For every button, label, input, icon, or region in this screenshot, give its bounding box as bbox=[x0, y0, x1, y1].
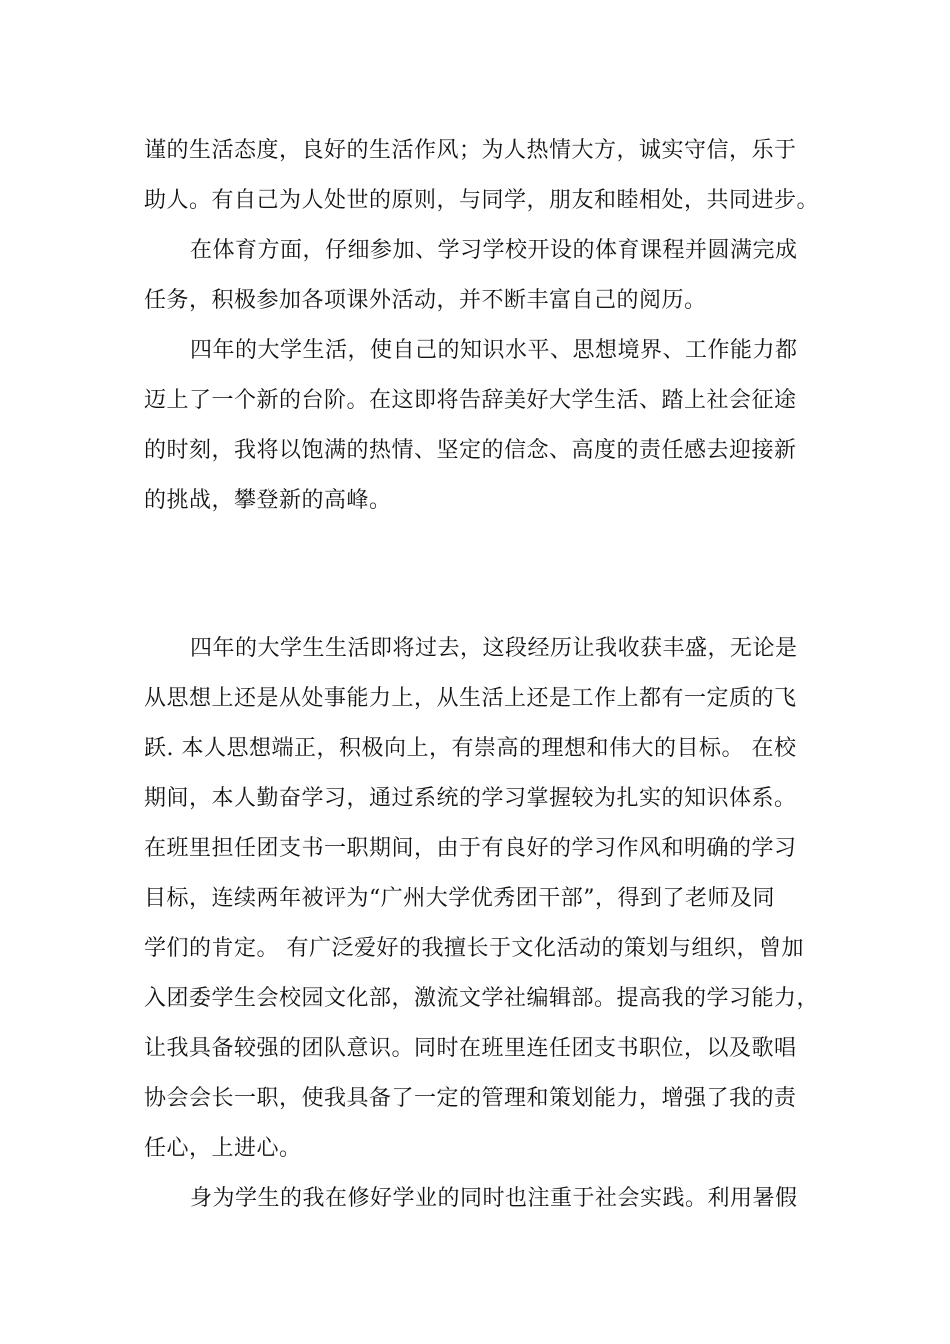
text-line: 任务，积极参加各项课外活动，并不断丰富自己的阅历。 bbox=[144, 288, 707, 313]
text-line: 的挑战，攀登新的高峰。 bbox=[144, 488, 392, 513]
text-line: 期间，本人勤奋学习，通过系统的学习掌握较为扎实的知识体系。 bbox=[144, 786, 797, 811]
text-line: 入团委学生会校园文化部，激流文学社编辑部。提高我的学习能力， bbox=[144, 986, 820, 1011]
text-line: 的时刻，我将以饱满的热情、坚定的信念、高度的责任感去迎接新 bbox=[144, 438, 797, 463]
text-line: 谨的生活态度，良好的生活作风；为人热情大方，诚实守信，乐于 bbox=[144, 138, 797, 163]
text-line: 在班里担任团支书一职期间，由于有良好的学习作风和明确的学习 bbox=[144, 836, 797, 861]
paragraph-start-line: 在体育方面，仔细参加、学习学校开设的体育课程并圆满完成 bbox=[190, 238, 798, 263]
paragraph-start-line: 四年的大学生生活即将过去，这段经历让我收获丰盛，无论是 bbox=[190, 636, 798, 661]
text-line: 目标，连续两年被评为“广州大学优秀团干部”，得到了老师及同 bbox=[144, 886, 775, 911]
text-line: 任心，上进心。 bbox=[144, 1136, 302, 1161]
text-line: 跃. 本人思想端正，积极向上，有崇高的理想和伟大的目标。 在校 bbox=[144, 736, 797, 761]
text-line: 从思想上还是从处事能力上，从生活上还是工作上都有一定质的飞 bbox=[144, 686, 797, 711]
text-line: 迈上了一个新的台阶。在这即将告辞美好大学生活、踏上社会征途 bbox=[144, 388, 797, 413]
text-line: 助人。有自己为人处世的原则，与同学，朋友和睦相处，共同进步。 bbox=[144, 188, 820, 213]
text-line: 让我具备较强的团队意识。同时在班里连任团支书职位，以及歌唱 bbox=[144, 1036, 797, 1061]
paragraph-start-line: 四年的大学生活，使自己的知识水平、思想境界、工作能力都 bbox=[190, 338, 798, 363]
paragraph-start-line: 身为学生的我在修好学业的同时也注重于社会实践。利用暑假 bbox=[190, 1186, 798, 1211]
text-line: 学们的肯定。 有广泛爱好的我擅长于文化活动的策划与组织，曾加 bbox=[144, 936, 804, 961]
text-line: 协会会长一职，使我具备了一定的管理和策划能力，增强了我的责 bbox=[144, 1086, 797, 1111]
